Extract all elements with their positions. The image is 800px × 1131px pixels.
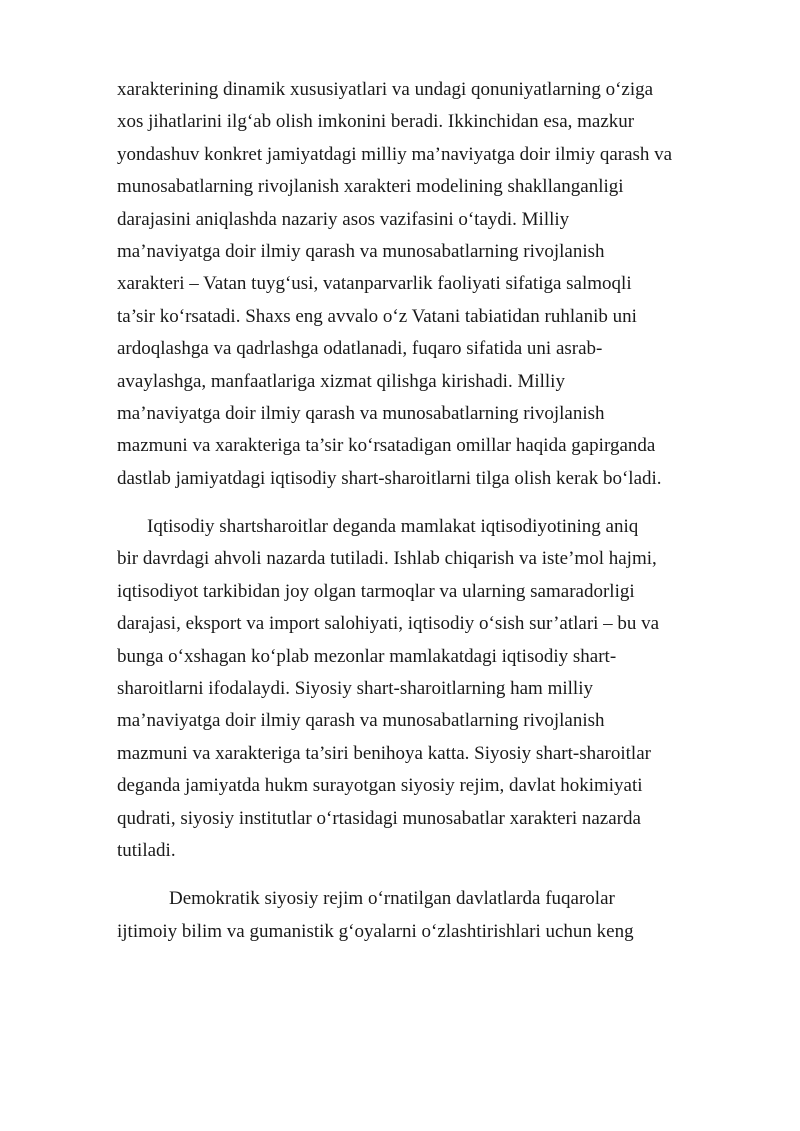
- text-line: ijtimoiy bilim va gumanistik g‘oyalarni o‘zlashtirishlari uchun keng: [117, 920, 634, 942]
- text-line: mazmuni va xarakteriga ta’sir ko‘rsatadigan omillar haqida gapirganda: [117, 435, 656, 457]
- text-line: ma’naviyatga doir ilmiy qarash va munosabatlarning rivojlanish: [117, 710, 605, 732]
- text-line: bir davrdagi ahvoli nazarda tutiladi. Ishlab chiqarish va iste’mol hajmi,: [117, 548, 657, 570]
- document-body: [117, 74, 747, 948]
- text-line: iqtisodiyot tarkibidan joy olgan tarmoqlar va ularning samaradorligi: [117, 580, 635, 602]
- text-line: qudrati, siyosiy institutlar o‘rtasidagi munosabatlar xarakteri nazarda: [117, 807, 641, 829]
- text-line: darajasini aniqlashda nazariy asos vazifasini o‘taydi. Milliy: [117, 208, 570, 230]
- text-line: deganda jamiyatda hukm surayotgan siyosiy rejim, davlat hokimiyati: [117, 775, 643, 797]
- paragraph: [117, 883, 747, 948]
- text-line: yondashuv konkret jamiyatdagi milliy ma’naviyatga doir ilmiy qarash va: [117, 143, 673, 165]
- text-line: munosabatlarning rivojlanish xarakteri modelining shakllanganligi: [117, 176, 624, 198]
- text-line: ma’naviyatga doir ilmiy qarash va munosabatlarning rivojlanish: [117, 240, 605, 262]
- text-line: xarakterining dinamik xususiyatlari va undagi qonuniyatlarning o‘ziga: [117, 79, 654, 100]
- text-line: ma’naviyatga doir ilmiy qarash va munosabatlarning rivojlanish: [117, 402, 605, 424]
- text-line: ta’sir ko‘rsatadi. Shaxs eng avvalo o‘z Vatani tabiatidan ruhlanib uni: [117, 305, 637, 327]
- text-line: bunga o‘xshagan ko‘plab mezonlar mamlakatdagi iqtisodiy shart-: [117, 645, 617, 667]
- paragraph-gap: [117, 867, 747, 883]
- text-line: xarakteri – Vatan tuyg‘usi, vatanparvarlik faoliyati sifatiga salmoqli: [117, 273, 632, 295]
- text-line: Demokratik siyosiy rejim o‘rnatilgan davlatlarda fuqarolar: [169, 888, 615, 910]
- text-line: avaylashga, manfaatlariga xizmat qilishga kirishadi. Milliy: [117, 370, 565, 392]
- text-line: darajasi, eksport va import salohiyati, iqtisodiy o‘sish sur’atlari – bu va: [117, 613, 660, 635]
- text-line: xos jihatlarini ilg‘ab olish imkonini beradi. Ikkinchidan esa, mazkur: [117, 111, 635, 133]
- paragraph: [117, 511, 747, 867]
- text-line: dastlab jamiyatdagi iqtisodiy shart-sharoitlarni tilga olish kerak bo‘ladi.: [117, 467, 662, 489]
- text-line: sharoitlarni ifodalaydi. Siyosiy shart-sharoitlarning ham milliy: [117, 678, 593, 700]
- text-line: ardoqlashga va qadrlashga odatlanadi, fuqaro sifatida uni asrab-: [117, 338, 603, 360]
- paragraph: [117, 74, 747, 495]
- text-line: mazmuni va xarakteriga ta’siri benihoya katta. Siyosiy shart-sharoitlar: [117, 742, 651, 764]
- text-line: Iqtisodiy shartsharoitlar deganda mamlakat iqtisodiyotining aniq: [147, 516, 639, 538]
- paragraph-gap: [117, 495, 747, 511]
- text-line: tutiladi.: [117, 839, 176, 861]
